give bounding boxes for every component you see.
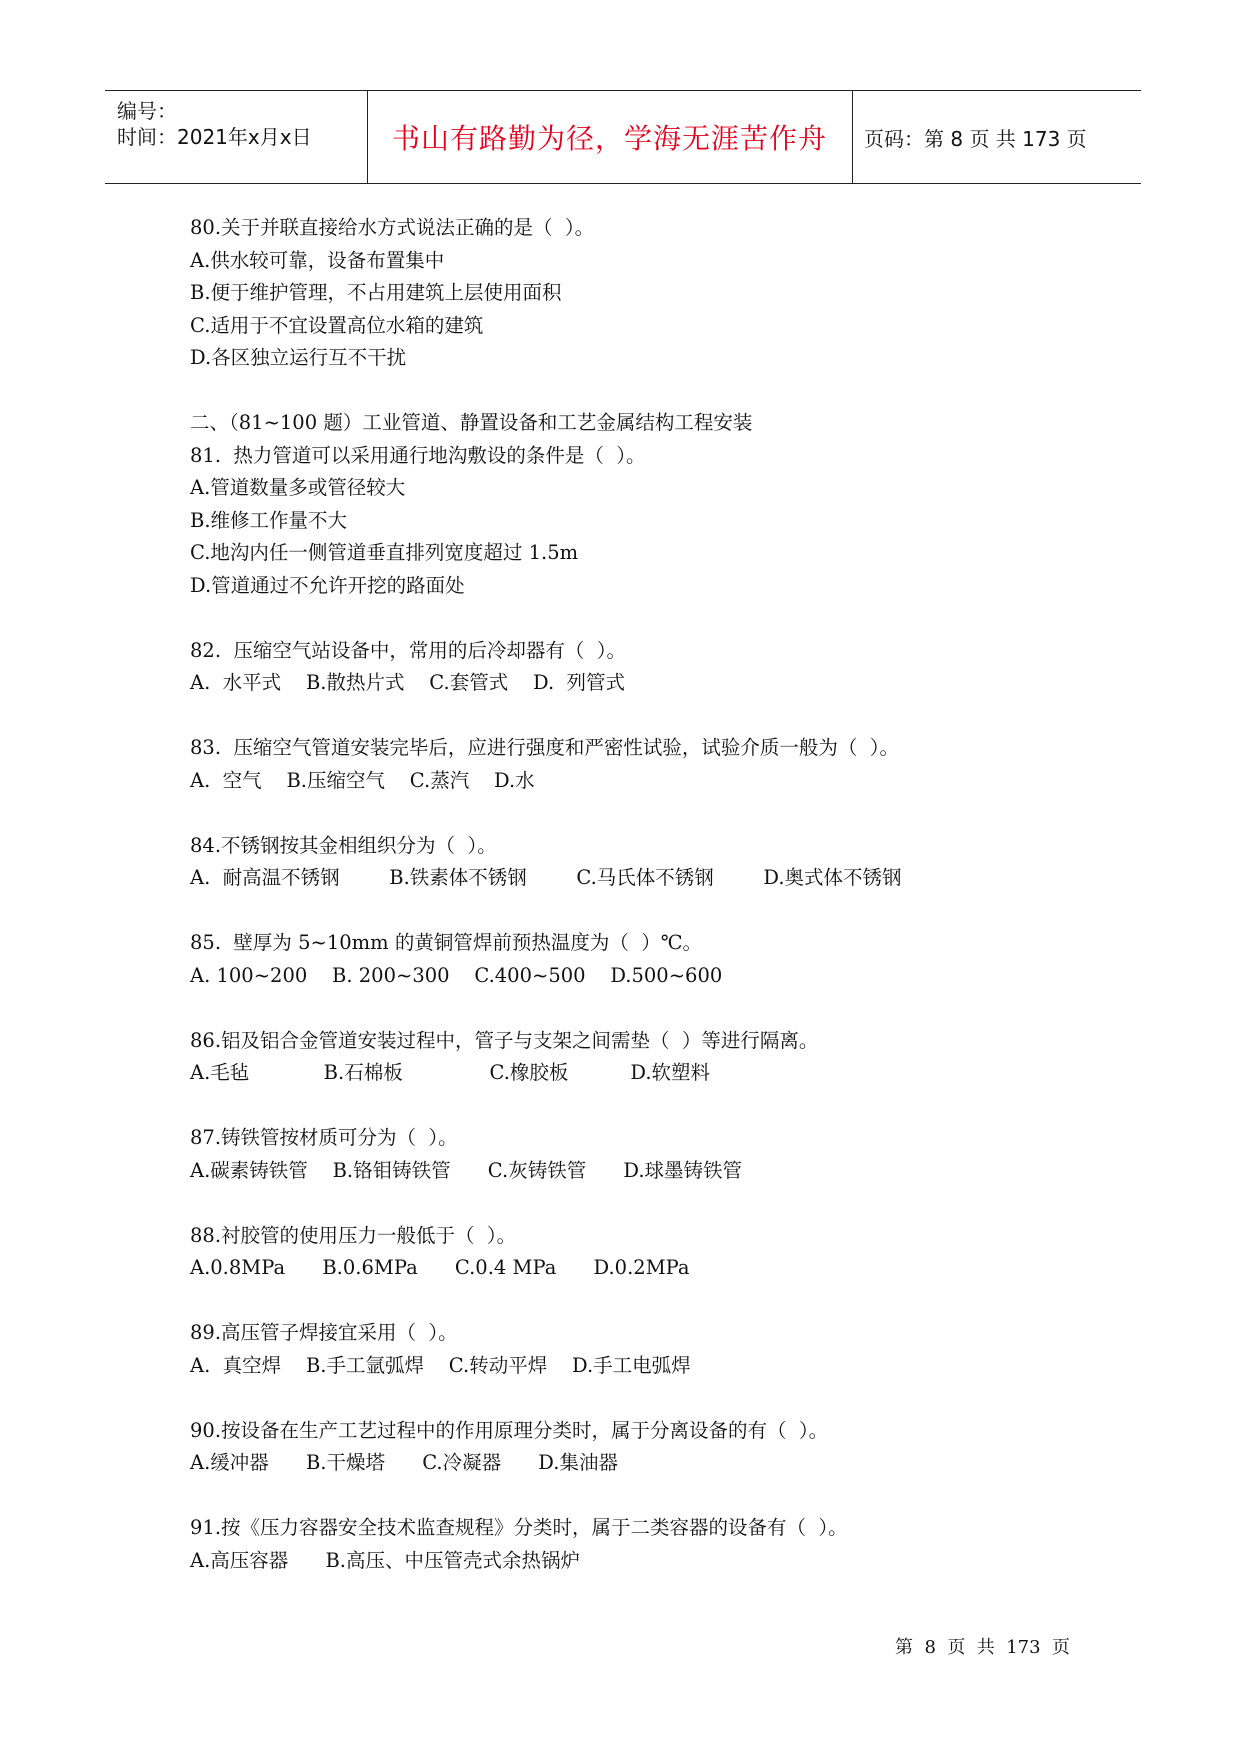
page-header: [105, 90, 1141, 184]
answer-options-line: D.管道通过不允许开挖的路面处: [190, 573, 465, 597]
blank-line: [190, 602, 1090, 635]
answer-options-line: A.供水较可靠，设备布置集中: [190, 248, 445, 272]
answer-options-line: A.0.8MPa B.0.6MPa C.0.4 MPa D.0.2MPa: [190, 1256, 690, 1279]
blank-line: [190, 375, 1090, 408]
question-text-line: 91.按《压力容器安全技术监查规程》分类时，属于二类容器的设备有（ ）。: [190, 1516, 848, 1539]
question-text-line: 83. 压缩空气管道安装完毕后，应进行强度和严密性试验，试验介质一般为（ ）。: [190, 736, 900, 759]
question-content: [190, 212, 1090, 1577]
answer-options-line: D.各区独立运行互不干扰: [190, 346, 407, 369]
answer-options-line: A.碳素铸铁管 B.铬钼铸铁管 C.灰铸铁管 D.球墨铸铁管: [190, 1158, 743, 1182]
answer-options-line: A.毛毡 B.石棉板 C.橡胶板 D.软塑料: [190, 1061, 711, 1084]
answer-options-line: A. 100~200 B. 200~300 C.400~500 D.500~600: [190, 963, 723, 987]
header-meta: [105, 91, 368, 183]
question-text-line: 88.衬胶管的使用压力一般低于（ ）。: [190, 1223, 517, 1247]
answer-options-line: A. 耐高温不锈钢 B.铁素体不锈钢 C.马氏体不锈钢 D.奥式体不锈钢: [190, 866, 902, 889]
blank-line: [190, 1285, 1090, 1318]
answer-options-line: B.便于维护管理，不占用建筑上层使用面积: [190, 281, 562, 304]
blank-line: [190, 1187, 1090, 1220]
blank-line: [190, 797, 1090, 830]
answer-options-line: A. 真空焊 B.手工氩弧焊 C.转动平焊 D.手工电弧焊: [190, 1353, 691, 1377]
question-text-line: 84.不锈钢按其金相组织分为（ ）。: [190, 833, 497, 857]
blank-line: [190, 1382, 1090, 1415]
blank-line: [190, 700, 1090, 733]
blank-line: [190, 895, 1090, 928]
header-motto: 书山有路勤为径，学海无涯苦作舟: [391, 122, 827, 155]
answer-options-line: A.高压容器 B.高压、中压管壳式余热锅炉: [190, 1548, 581, 1572]
question-text-line: 81. 热力管道可以采用通行地沟敷设的条件是（ ）。: [190, 443, 646, 467]
question-text-line: 89.高压管子焊接宜采用（ ）。: [190, 1321, 458, 1344]
question-text-line: 二、（81~100 题）工业管道、静置设备和工艺金属结构工程安装: [190, 411, 753, 434]
answer-options-line: C.适用于不宜设置高位水箱的建筑: [190, 313, 484, 337]
question-text-line: 80.关于并联直接给水方式说法正确的是（ ）。: [190, 216, 595, 239]
document-number-label: 编号：: [117, 99, 177, 123]
page-footer: 第 8 页 共 173 页: [895, 1637, 1071, 1658]
question-text-line: 82. 压缩空气站设备中，常用的后冷却器有（ ）。: [190, 638, 627, 662]
answer-options-line: A. 水平式 B.散热片式 C.套管式 D. 列管式: [190, 671, 626, 694]
question-text-line: 90.按设备在生产工艺过程中的作用原理分类时，属于分离设备的有（ ）。: [190, 1418, 829, 1442]
answer-options-line: A. 空气 B.压缩空气 C.蒸汽 D.水: [190, 768, 535, 792]
question-text-line: 87.铸铁管按材质可分为（ ）。: [190, 1126, 458, 1149]
blank-line: [190, 1480, 1090, 1513]
blank-line: [190, 992, 1090, 1025]
document-time-label: 时间：2021年x月x日: [117, 125, 312, 149]
answer-options-line: B.维修工作量不大: [190, 508, 348, 532]
question-text-line: 85. 壁厚为 5~10mm 的黄铜管焊前预热温度为（ ）℃。: [190, 931, 703, 954]
question-text-line: 86.铝及铝合金管道安装过程中，管子与支架之间需垫（ ）等进行隔离。: [190, 1028, 819, 1052]
header-page-number: 页码：第 8 页 共 173 页: [864, 126, 1087, 151]
answer-options-line: A.管道数量多或管径较大: [190, 476, 406, 499]
answer-options-line: A.缓冲器 B.干燥塔 C.冷凝器 D.集油器: [190, 1451, 618, 1474]
answer-options-line: C.地沟内任一侧管道垂直排列宽度超过 1.5m: [190, 541, 579, 564]
blank-line: [190, 1090, 1090, 1123]
header-motto-cell: [367, 91, 853, 183]
